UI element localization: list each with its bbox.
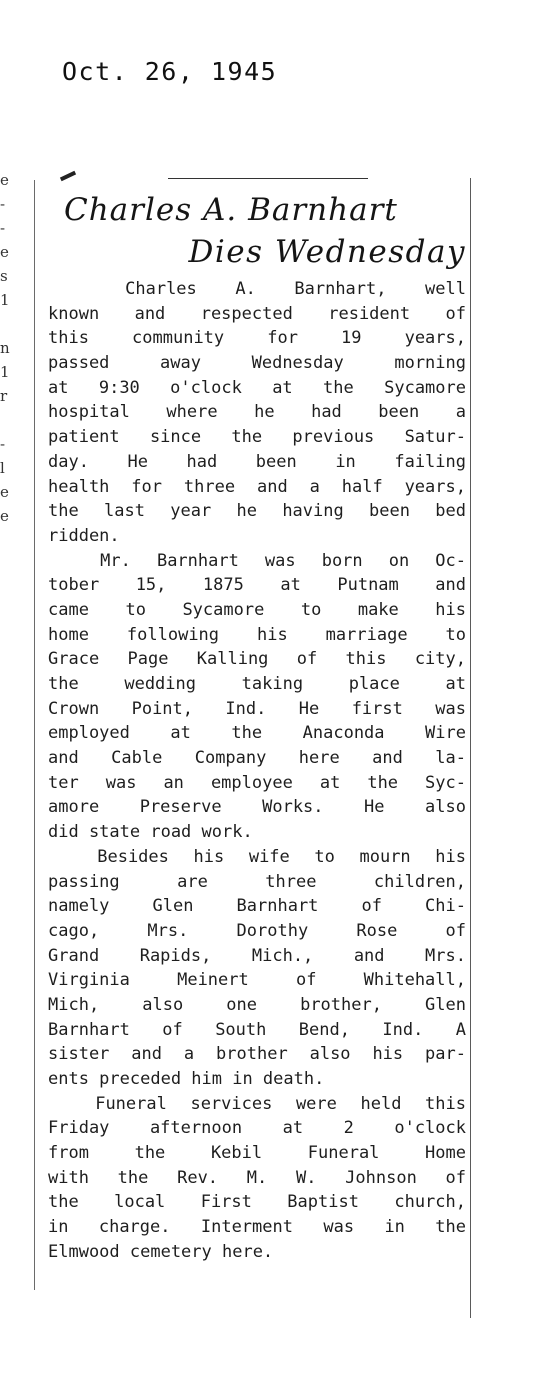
article-line: the wedding taking place at (48, 674, 466, 694)
article-line: hospital where he had been a (48, 402, 466, 423)
margin-fragment: - (0, 195, 6, 213)
article-body (48, 277, 466, 1265)
article-line: ter was an employee at the Syc- (48, 772, 466, 793)
article-line: from the Kebil Funeral Home (48, 1143, 466, 1164)
article-paragraph (48, 845, 466, 1092)
article-line: Barnhart of South Bend, Ind. A (48, 1019, 466, 1040)
margin-fragment: n (0, 339, 10, 357)
article-line: Crown Point, Ind. He first was (48, 698, 466, 719)
article-line: Elmwood cemetery here. (48, 1241, 274, 1262)
article-line: Mich, also one brother, Glen (48, 994, 466, 1015)
article-line: Friday afternoon at 2 o'clock (48, 1118, 466, 1139)
article-line: tober 15, 1875 at Putnam and (48, 575, 466, 596)
article-line: known and respected resident of (48, 303, 466, 324)
clipping-corner-mark (60, 171, 76, 181)
article-line: at 9:30 o'clock at the Sycamore (48, 377, 466, 398)
article-line: Grand Rapids, Mich., and Mrs. (48, 945, 466, 966)
article-line: Charles A. Barnhart, well (48, 279, 466, 299)
article-line: Mr. Barnhart was born on Oc- (48, 550, 466, 571)
handwritten-date: Oct. 26, 1945 (62, 57, 278, 86)
article-line: sister and a brother also his par- (48, 1044, 466, 1065)
article-line: Virginia Meinert of Whitehall, (48, 970, 466, 991)
article-line: did state road work. (48, 822, 253, 843)
article-line: home following his marriage to (48, 624, 466, 645)
margin-fragment: e (0, 171, 9, 189)
margin-fragment: l (0, 459, 5, 477)
article-paragraph (48, 277, 466, 549)
column-rule-right (470, 178, 471, 1318)
article-line: Besides his wife to mourn his (48, 846, 466, 867)
margin-fragment (0, 408, 24, 432)
margin-fragment (0, 312, 24, 336)
article-line: with the Rev. M. W. Johnson of (48, 1167, 466, 1188)
article-line: day. He had been in failing (48, 451, 466, 472)
article-line: came to Sycamore to make his (48, 599, 466, 620)
article-line: namely Glen Barnhart of Chi- (48, 896, 466, 917)
margin-fragment: r (0, 387, 8, 405)
margin-fragment: 1 (0, 363, 10, 381)
article-line: Grace Page Kalling of this city, (48, 649, 466, 670)
article-line: the last year he having been bed (48, 501, 466, 522)
article-paragraph (48, 1092, 466, 1265)
margin-fragment: s (0, 267, 8, 285)
article-line: passed away Wednesday morning (48, 353, 466, 374)
article-line: amore Preserve Works. He also (48, 797, 466, 818)
article-line: ridden. (48, 525, 120, 546)
margin-fragment: e (0, 507, 9, 525)
margin-fragment: e (0, 483, 9, 501)
headline-line-1: Charles A. Barnhart (64, 192, 398, 228)
margin-fragment: - (0, 435, 6, 453)
headline-line-2: Dies Wednesday (188, 234, 466, 270)
article-line: the local First Baptist church, (48, 1192, 466, 1213)
adjacent-column-fragments (0, 168, 24, 528)
article-line: cago, Mrs. Dorothy Rose of (48, 920, 466, 941)
article-line: in charge. Interment was in the (48, 1217, 466, 1238)
headline (48, 189, 466, 273)
article-line: patient since the previous Satur- (48, 427, 466, 448)
article-line: and Cable Company here and la- (48, 748, 466, 769)
headline-top-rule (168, 178, 368, 179)
margin-fragment: 1 (0, 291, 10, 309)
article-paragraph (48, 549, 466, 845)
article-line: passing are three children, (48, 871, 466, 892)
newspaper-clipping (48, 168, 466, 1265)
column-rule-left (34, 180, 35, 1290)
article-line: this community for 19 years, (48, 328, 466, 349)
article-line: employed at the Anaconda Wire (48, 723, 466, 744)
article-line: Funeral services were held this (48, 1093, 466, 1114)
margin-fragment: e (0, 243, 9, 261)
margin-fragment: - (0, 219, 6, 237)
article-line: health for three and a half years, (48, 476, 466, 497)
article-line: ents preceded him in death. (48, 1069, 325, 1089)
